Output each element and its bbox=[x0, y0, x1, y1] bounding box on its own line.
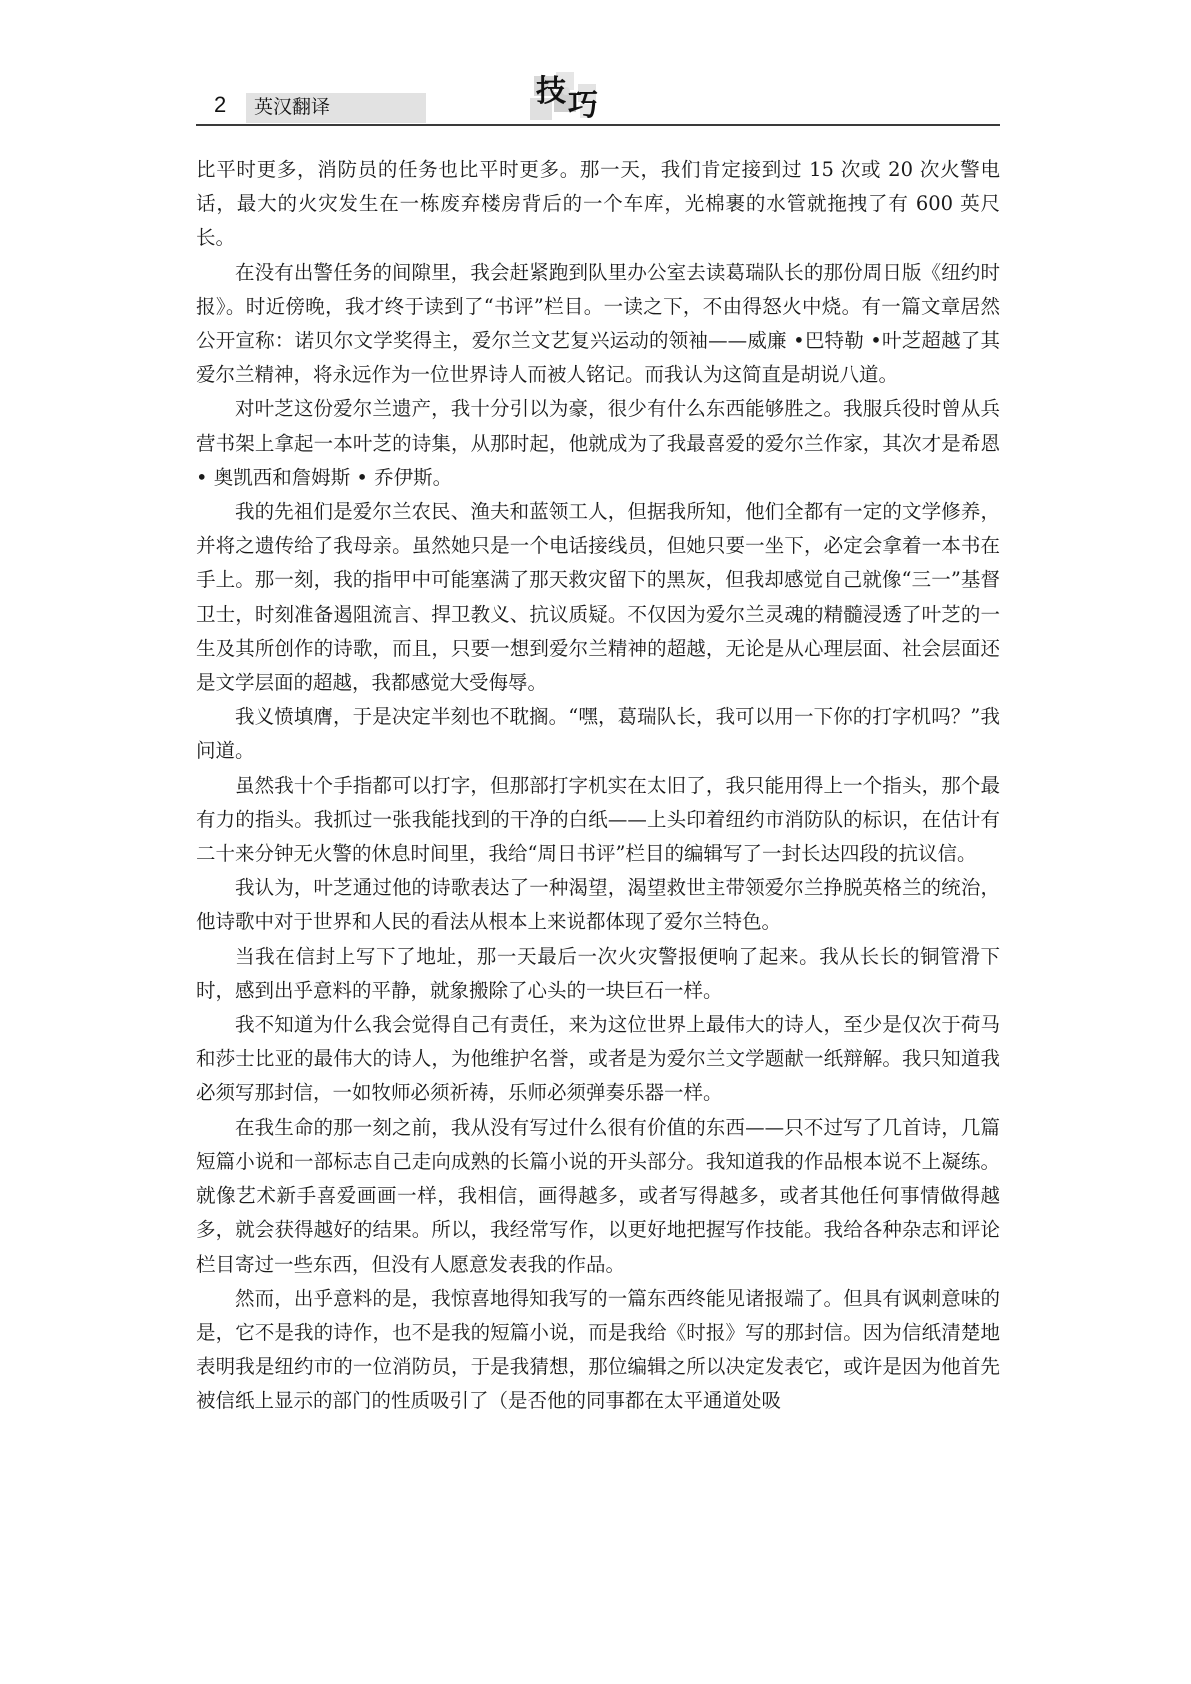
book-title-ji: 技 bbox=[536, 74, 568, 109]
paragraph: 我义愤填膺，于是决定半刻也不耽搁。“嘿，葛瑞队长，我可以用一下你的打字机吗？”我问道。 bbox=[196, 705, 1000, 763]
paragraph: 在没有出警任务的间隙里，我会赶紧跑到队里办公室去读葛瑞队长的那份周日版《纽约时报》。时近傍晚，我才终于读到了“书评”栏目。一读之下，不由得怒火中烧。有一篇文章居然公开宣称：诺贝尔文学奖得主，爱尔兰文艺复兴运动的领袖——威廉 •巴特勒 •叶芝超越了其爱尔兰精神，将永远作为一位世界诗人而被人铭记。而我认为这简直是胡说八道。 bbox=[196, 260, 1000, 387]
paragraph: 比平时更多，消防员的任务也比平时更多。那一天，我们肯定接到过 15 次或 20 次火警电话，最大的火灾发生在一栋废弃楼房背后的一个车库，光棉裹的水管就拖拽了有 600 英尺长。 bbox=[196, 158, 1000, 250]
paragraph: 我不知道为什么我会觉得自己有责任，来为这位世界上最伟大的诗人，至少是仅次于荷马和莎士比亚的最伟大的诗人，为他维护名誉，或者是为爱尔兰文学题献一纸辩解。我只知道我必须写那封信，一如牧师必须祈祷，乐师必须弹奏乐器一样。 bbox=[196, 1013, 1000, 1105]
header-rule bbox=[196, 124, 1000, 126]
book-title-qiao: 巧 bbox=[568, 88, 598, 123]
paragraph: 虽然我十个手指都可以打字，但那部打字机实在太旧了，我只能用得上一个指头，那个最有力的指头。我抓过一张我能找到的干净的白纸——上头印着纽约市消防队的标识，在估计有二十来分钟无火警的休息时间里，我给“周日书评”栏目的编辑写了一封长达四段的抗议信。 bbox=[196, 773, 1000, 866]
paragraph: 当我在信封上写下了地址，那一天最后一次火灾警报便响了起来。我从长长的铜管滑下时，感到出乎意料的平静，就象搬除了心头的一块巨石一样。 bbox=[196, 944, 1000, 1002]
paragraph: 对叶芝这份爱尔兰遗产，我十分引以为豪，很少有什么东西能够胜之。我服兵役时曾从兵营书架上拿起一本叶芝的诗集，从那时起，他就成为了我最喜爱的爱尔兰作家，其次才是希恩 • 奥凯西和詹姆斯 • 乔伊斯。 bbox=[196, 397, 1000, 489]
book-title: 英汉翻译 bbox=[254, 97, 331, 118]
paragraph: 我认为，叶芝通过他的诗歌表达了一种渴望，渴望救世主带领爱尔兰挣脱英格兰的统治，他诗歌中对于世界和人民的看法从根本上来说都体现了爱尔兰特色。 bbox=[196, 876, 1000, 934]
page-header bbox=[196, 70, 1000, 126]
paragraph: 然而，出乎意料的是，我惊喜地得知我写的一篇东西终能见诸报端了。但具有讽刺意味的是，它不是我的诗作，也不是我的短篇小说，而是我给《时报》写的那封信。因为信纸清楚地表明我是纽约市的一位消防员，于是我猜想，那位编辑之所以决定发表它，或许是因为他首先被信纸上显示的部门的性质吸引了（是否他的同事都在太平通道处吸 bbox=[196, 1286, 1000, 1413]
paragraph: 我的先祖们是爱尔兰农民、渔夫和蓝领工人，但据我所知，他们全都有一定的文学修养，并将之遗传给了我母亲。虽然她只是一个电话接线员，但她只要一坐下，必定会拿着一本书在手上。那一刻，我的指甲中可能塞满了那天救灾留下的黑灰，但我却感觉自己就像“三一”基督卫士，时刻准备遏阻流言、捍卫教义、抗议质疑。不仅因为爱尔兰灵魂的精髓浸透了叶芝的一生及其所创作的诗歌，而且，只要一想到爱尔兰精神的超越，无论是从心理层面、社会层面还是文学层面的超越，我都感觉大受侮辱。 bbox=[196, 500, 1000, 695]
body-text bbox=[196, 153, 1000, 1419]
paragraph: 在我生命的那一刻之前，我从没有写过什么很有价值的东西——只不过写了几首诗，几篇短篇小说和一部标志自己走向成熟的长篇小说的开头部分。我知道我的作品根本说不上凝练。就像艺术新手喜爱画画一样，我相信，画得越多，或者写得越多，或者其他任何事情做得越多，就会获得越好的结果。所以，我经常写作，以更好地把握写作技能。我给各种杂志和评论栏目寄过一些东西，但没有人愿意发表我的作品。 bbox=[196, 1115, 1000, 1276]
page-number: 2 bbox=[214, 92, 227, 117]
